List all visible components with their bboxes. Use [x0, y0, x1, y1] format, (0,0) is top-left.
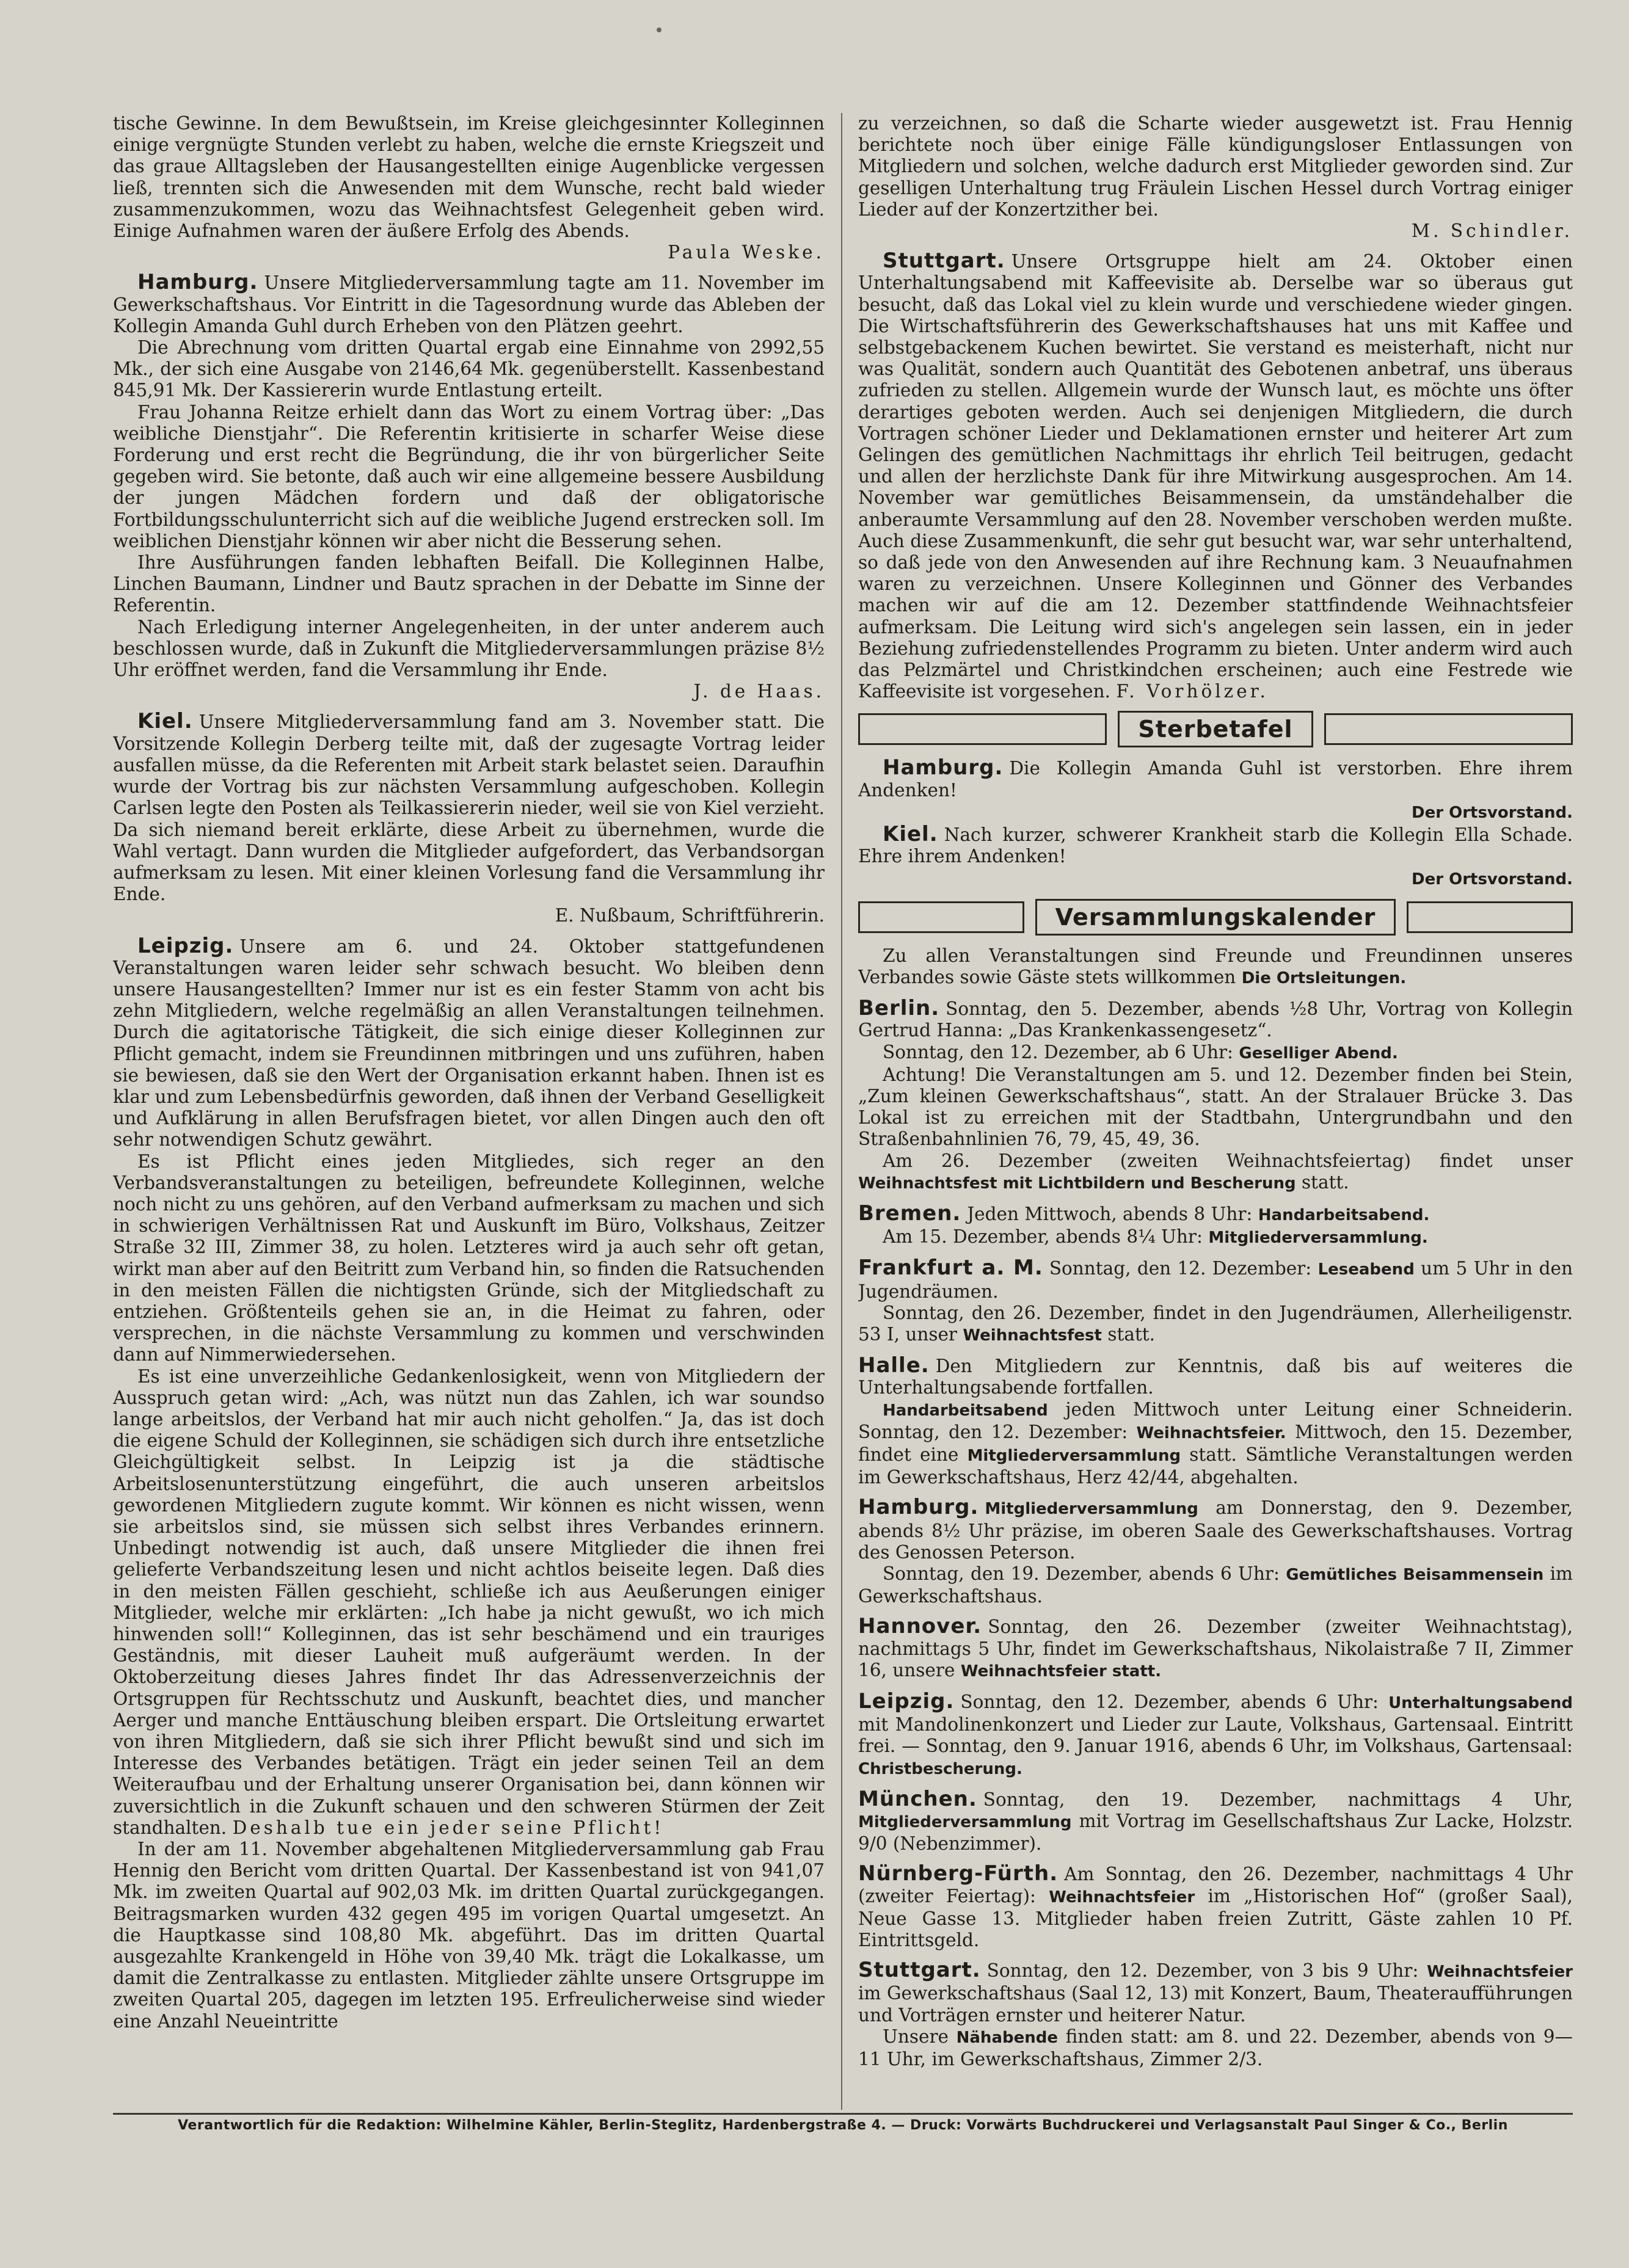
event-name: Geselliger Abend.: [1239, 1044, 1398, 1063]
calendar-entry: um 5 Uhr in den Jugendräumen.: [858, 1258, 1573, 1302]
event-name: Christbescherung.: [858, 1759, 1022, 1778]
section-title: Versammlungskalender: [1035, 899, 1396, 936]
calendar-intro: Zu allen Veranstaltungen sind Freunde und Freundinnen unseres Verbandes sowie Gäste stets willkommen: [858, 945, 1573, 987]
signature: F. Vorhölzer.: [1116, 681, 1269, 702]
paragraph: Unsere Mitgliederversammlung tagte am 11. November im Gewerkschaftshaus. Vor Eintritt in die Tagesordnung wurde das Ableben der Kollegin Amanda Guhl durch Erheben von den Plätzen geehrt.: [113, 272, 825, 336]
section-leipzig: [113, 933, 825, 2032]
city-heading: Halle.: [858, 1353, 930, 1378]
paragraph: Unsere Mitgliederversammlung fand am 3. November statt. Die Vorsitzende Kollegin Derberg teilte mit, daß der zugesagte Vortrag leider ausfallen müsse, da die Referenten mit Arbeit stark belastet seien. Daraufhin wurde der Vortrag bis zur nächsten Versammlung aufgeschoben. Kollegin Carlsen legte den Posten als Teilkassiererin nieder, weil sie von Kiel verzieht. Da sich niemand bereit erklärte, diese Arbeit zu übernehmen, wurde die Wahl vertagt. Dann wurden die Mitglieder aufgefordert, das Verbandsorgan aufmerksam zu lesen. Mit einer kleinen Vorlesung fand die Versammlung ihr Ende.: [113, 711, 825, 905]
event-name: Weihnachtsfeier: [1049, 1888, 1195, 1906]
paragraph: Ihre Ausführungen fanden lebhaften Beifall. Die Kolleginnen Halbe, Linchen Baumann, Lindner und Bautz sprachen in der Debatte im Sinne der Referentin.: [113, 552, 825, 616]
city-heading: Frankfurt a. M.: [858, 1256, 1043, 1281]
signature: E. Nußbaum, Schriftführerin.: [555, 905, 825, 926]
city-heading: Leipzig.: [137, 933, 234, 958]
calendar-entry: Achtung! Die Veranstaltungen am 5. und 12. Dezember finden bei Stein, „Zum kleinen Gewerkschaftshaus“, statt. An der Stralauer Brücke 3. Das Lokal ist zu erreichen mit der Stadtbahn, Untergrundbahn und den Straßenbahnlinien 76, 79, 45, 49, 36.: [858, 1064, 1573, 1150]
obituary-signature: Der Ortsvorstand.: [1412, 870, 1573, 889]
page-speck: [657, 27, 661, 32]
city-heading: München.: [858, 1786, 977, 1811]
calendar-entry: Unsere: [883, 2026, 949, 2047]
calendar-entry: mit Vortrag im Gesellschaftshaus Zur Lacke, Holzstr. 9/0 (Nebenzimmer).: [858, 1811, 1573, 1855]
event-name: Gemütliches Beisammensein: [1286, 1565, 1544, 1584]
header-bar-left: [858, 901, 1024, 933]
city-heading: Stuttgart.: [858, 1958, 981, 1983]
event-name: Weihnachtsfeier.: [1136, 1423, 1286, 1442]
city-heading: Kiel.: [883, 822, 938, 847]
calendar-entry: Sonntag, den 19. Dezember, nachmittags 4 Uhr,: [983, 1789, 1573, 1810]
left-column: [113, 113, 825, 2110]
calendar-entry: finden statt: am 8. und 22. Dezember, abends von 9—11 Uhr, im Gewerkschaftshaus, Zimmer 2/3.: [858, 2026, 1573, 2070]
calendar-entry: Sonntag, den 26. Dezember (zweiter Weihnachtstag), nachmittags 5 Uhr, findet im Gewerkschaftshaus, Nikolaistraße 7 II, Zimmer 16, unsere: [858, 1616, 1573, 1681]
calendar-entry: mit Mandolinenkonzert und Lieder zur Laute, Volkshaus, Gartensaal. Eintritt frei. — Sonntag, den 9. Januar 1916, abends 6 Uhr, im Volkshaus, Gartensaal:: [858, 1714, 1573, 1757]
city-heading: Bremen.: [858, 1201, 961, 1226]
header-bar-right: [1324, 713, 1573, 745]
calendar-entry: Sonntag, den 12. Dezember, abends 6 Uhr:: [960, 1692, 1379, 1712]
right-column: [858, 113, 1573, 2110]
event-name: Mitgliederversammlung: [858, 1813, 1072, 1832]
signature: J. de Haas.: [693, 681, 825, 702]
paragraph: Es ist eine unverzeihliche Gedankenlosigkeit, wenn von Mitgliedern der Ausspruch getan wird: „Ach, was nützt nun das Zahlen, ich war soundso lange arbeitslos, der Verband hat mir auch nicht geholfen.“ Ja, das ist doch die eigene Schuld der Kolleginnen, sie schädigen sich durch ihre entsetzliche Gleichgültigkeit selbst. In Leipzig ist ja die städtische Arbeitslosenunterstützung eingeführt, die auch unseren arbeitslos gewordenen Mitgliedern zugute kommt. Wir können es nicht wissen, wenn sie arbeitslos sind, sie müssen sich selbst ihres Verbandes erinnern. Unbedingt notwendig ist auch, daß unsere Mitglieder die ihnen frei gelieferte Verbandszeitung lesen und nicht achtlos beiseite legen. Daß dies in den meisten Fällen geschieht, schließe ich aus Aeußerungen einiger Mitglieder, welche mir erklärten: „Ich habe ja nicht gewußt, wo ich mich hinwenden soll!“ Kolleginnen, das ist sehr beschämend und ein trauriges Geständnis, mit dieser Lauheit muß aufgeräumt werden. In der Oktoberzeitung dieses Jahres findet Ihr das Adressenverzeichnis der Ortsgruppen für Rechtsschutz und Auskunft, beachtet dies, und mancher Aerger und manche Enttäuschung bleiben erspart. Die Ortsleitung erwartet von ihren Mitgliedern, daß sie sich ihrer Pflicht bewußt sind und sich im Interesse des Verbandes betätigen. Trägt ein jeder seinen Teil an dem Weiteraufbau und der Erhaltung unserer Organisation bei, dann können wir zuversichtlich in die Zukunft schauen und den schweren Stürmen der Zeit standhalten.: [113, 1365, 825, 1838]
calendar-entry: im Gewerkschaftshaus (Saal 12, 13) mit Konzert, Baum, Theateraufführungen und Vorträgen ernster und heiterer Natur.: [858, 1983, 1573, 2026]
obituary-signature: Der Ortsvorstand.: [1412, 803, 1573, 822]
section-title: Sterbetafel: [1118, 711, 1313, 747]
calendar-entry: jeden Mittwoch unter Leitung einer Schneiderin. Sonntag, den 12. Dezember:: [858, 1398, 1573, 1442]
obituary-text: Die Kollegin Amanda Guhl ist verstorben. Ehre ihrem Andenken!: [858, 758, 1573, 801]
sterbetafel-header: [858, 711, 1573, 747]
header-bar-right: [1407, 901, 1573, 933]
calendar-intro-signature: Die Ortsleitungen.: [1241, 969, 1407, 987]
calendar-entry: am Donnerstag, den 9. Dezember, abends 8½ Uhr präzise, im oberen Saale des Gewerkschaftshauses. Vortrag des Genossen Peterson.: [858, 1497, 1573, 1563]
city-heading: Leipzig.: [858, 1689, 955, 1714]
event-name: Mitgliederversammlung: [985, 1500, 1198, 1519]
city-heading: Hamburg.: [858, 1495, 979, 1520]
city-heading: Nürnberg-Fürth.: [858, 1861, 1059, 1886]
imprint-footer: Verantwortlich für die Redaktion: Wilhelmine Kähler, Berlin-Steglitz, Hardenbergstraße 4. — Druck: Vorwärts Buchdruckerei und Verlagsanstalt Paul Singer & Co., Berlin: [178, 2118, 1508, 2133]
paragraph: Unsere am 6. und 24. Oktober stattgefundenen Veranstaltungen waren leider sehr schwach besucht. Wo bleiben denn unsere Hausangestellten? Immer nur ist es ein fester Stamm von acht bis zehn Mitgliedern, welche regelmäßig an allen Veranstaltungen teilnehmen. Durch die agitatorische Tätigkeit, die sich einige dieser Kolleginnen zur Pflicht gemacht, indem sie Freundinnen mitbringen und uns zuführen, haben sie bewiesen, daß sie den Wert der Organisation erkannt haben. Ihnen ist es klar und zum Lebensbedürfnis geworden, daß ihnen der Verband Geselligkeit und Aufklärung in allen Berufsfragen bietet, vor allen Dingen auch den oft sehr notwendigen Schutz gewährt.: [113, 936, 825, 1150]
calendar-entry: Sonntag, den 26. Dezember, findet in den Jugendräumen, Allerheiligenstr. 53 I, unser: [858, 1302, 1573, 1345]
calendar-entry: im „Historischen Hof“ (großer Saal), Neue Gasse 13. Mitglieder haben freien Zutritt, Gäste zahlen 10 Pf. Eintrittsgeld.: [858, 1885, 1573, 1951]
paragraph: Es ist Pflicht eines jeden Mitgliedes, sich reger an den Verbandsveranstaltungen zu beteiligen, befreundete Kolleginnen, welche noch nicht zu uns gehören, auf den Verband aufmerksam zu machen und sich in schwierigen Verhältnissen Rat und Auskunft im Büro, Volkshaus, Zeitzer Straße 32 III, Zimmer 38, zu holen. Letzteres wird ja auch sehr oft getan, wirkt man aber auf den Beitritt zum Verband hin, so finden die Ratsuchenden in den meisten Fällen die nichtigsten Gründe, sich der Mitgliedschaft zu entziehen. Größtenteils gehen sie an, in die Heimat zu fahren, oder versprechen, in die nächste Versammlung zu kommen und verschwinden dann auf Nimmerwiedersehen.: [113, 1150, 825, 1365]
event-name: Mitgliederversammlung: [967, 1446, 1181, 1465]
emphasis: Deshalb tue ein jeder seine Pflicht!: [232, 1817, 665, 1838]
event-name: Nähabende: [956, 2028, 1058, 2047]
city-heading: Berlin.: [858, 996, 940, 1021]
paragraph: zu verzeichnen, so daß die Scharte wieder ausgewetzt ist. Frau Hennig berichtete noch über einige Fälle kündigungsloser Entlassungen von Mitgliedern und solchen, welche dadurch erst Mitglieder geworden sind. Zur geselligen Unterhaltung trug Fräulein Lischen Hessel durch Vortrag einiger Lieder auf der Konzertzither bei.: [858, 113, 1573, 220]
city-heading: Stuttgart.: [883, 249, 1005, 274]
event-name: Weihnachtsfeier: [1426, 1963, 1573, 1982]
paragraph: Die Abrechnung vom dritten Quartal ergab eine Einnahme von 2992,55 Mk., der sich eine Ausgabe von 2146,64 Mk. gegenüberstellt. Kassenbestand 845,91 Mk. Der Kassiererin wurde Entlastung erteilt.: [113, 337, 825, 401]
calendar-entry: Am Sonntag, den 26. Dezember, nachmittags 4 Uhr (zweiter Feiertag):: [858, 1864, 1573, 1906]
section-stuttgart: [858, 250, 1573, 702]
city-heading: Hannover.: [858, 1614, 982, 1639]
paragraph: Unsere Ortsgruppe hielt am 24. Oktober einen Unterhaltungsabend mit Kaffeevisite ab. Derselbe war so überaus gut besucht, daß das Lokal viel zu klein wurde und verschiedene wieder gingen. Die Wirtschaftsführerin des Gewerkschaftshauses hat uns mit Kaffee und selbstgebackenem Kuchen bewirtet. Sie verstand es meisterhaft, nicht nur was Qualität, sondern auch Quantität des Gebotenen anbetraf, uns überaus zufrieden zu stellen. Allgemein wurde der Wunsch laut, es möchte uns öfter derartiges geboten werden. Auch sei denjenigen Mitgliedern, die durch Vortragen schöner Lieder und Deklamationen ernster und heiterer Art zum Gelingen des gemütlichen Nachmittags ihr ehrlich Teil beitrugen, gedacht und allen der herzlichste Dank für ihre Mitwirkung ausgesprochen. Am 14. November war gemütliches Beisammensein, da umständehalber die anberaumte Versammlung auf den 28. November verschoben werden mußte. Auch diese Zusammenkunft, die sehr gut besucht war, war sehr unterhaltend, so daß jede von den Anwesenden auf ihre Rechnung kam. 3 Neuaufnahmen waren zu verzeichnen. Unsere Kolleginnen und Gönner des Verbandes machen wir auf die am 12. Dezember stattfindende Weihnachtsfeier aufmerksam. Die Leitung wird sich's angelegen sein lassen, ein in jeder Beziehung zufriedenstellendes Programm zu bieten. Unter anderm wird auch das Pelzmärtel und Christkindchen erscheinen; auch eine Festrede wie Kaffeevisite ist vorgesehen.: [858, 251, 1573, 702]
column-divider: [841, 113, 842, 2110]
event-name: Weihnachtsfeier statt.: [960, 1662, 1162, 1681]
section-hamburg: [113, 272, 825, 702]
calendar-entry: im Gewerkschaftshaus.: [858, 1563, 1573, 1607]
event-name: Leseabend: [1317, 1260, 1415, 1279]
footer-rule: [113, 2113, 1573, 2115]
paragraph: tische Gewinne. In dem Bewußtsein, im Kreise gleichgesinnter Kolleginnen einige vergnügte Stunden verlebt zu haben, welche die ernste Kriegszeit und das graue Alltagsleben der Hausangestellten einige Augenblicke vergessen ließ, trennten sich die Anwesenden mit dem Wunsche, recht bald wieder zusammenzukommen, wozu das Weihnachtsfest Gelegenheit geben wird. Einige Aufnahmen waren der äußere Erfolg des Abends.: [113, 113, 825, 242]
signature: M. Schindler.: [1411, 220, 1573, 242]
calendar-entry: Sonntag, den 5. Dezember, abends ½8 Uhr, Vortrag von Kollegin Gertrud Hanna: „Das Krankenkassengesetz“.: [858, 998, 1573, 1041]
calendar-entry: Am 15. Dezember, abends 8¼ Uhr:: [883, 1226, 1203, 1248]
section-kiel: [113, 711, 825, 926]
calendar-entry: statt.: [1301, 1171, 1349, 1193]
calendar-entry: Jeden Mittwoch, abends 8 Uhr:: [967, 1203, 1253, 1224]
signature: Paula Weske.: [668, 242, 825, 263]
calendar-entry: Sonntag, den 12. Dezember:: [1049, 1258, 1312, 1279]
kalender-header: [858, 899, 1573, 936]
calendar-entry: Sonntag, den 12. Dezember, von 3 bis 9 Uhr:: [986, 1960, 1419, 1982]
event-name: Weihnachtsfest: [963, 1326, 1102, 1345]
calendar-entry: Sonntag, den 19. Dezember, abends 6 Uhr:: [883, 1563, 1280, 1584]
header-bar-left: [858, 713, 1107, 745]
calendar-entry: statt.: [1107, 1323, 1156, 1345]
city-heading: Hamburg.: [137, 270, 258, 295]
obituary-text: Nach kurzer, schwerer Krankheit starb die Kollegin Ella Schade. Ehre ihrem Andenken!: [858, 824, 1573, 867]
event-name: Handarbeitsabend: [883, 1401, 1048, 1420]
event-name: Handarbeitsabend.: [1258, 1205, 1430, 1224]
event-name: Mitgliederversammlung.: [1208, 1229, 1428, 1248]
event-name: Weihnachtsfest mit Lichtbildern und Bescherung: [858, 1174, 1296, 1193]
event-name: Unterhaltungsabend: [1388, 1694, 1573, 1712]
calendar-entry: statt. Sämtliche Veranstaltungen werden im Gewerkschaftshaus, Herz 42/44, abgehalten.: [858, 1444, 1573, 1488]
calendar-entry: Am 26. Dezember (zweiten Weihnachtsfeiertag) findet unser: [883, 1150, 1573, 1171]
calendar-entry: Sonntag, den 12. Dezember, ab 6 Uhr:: [883, 1041, 1233, 1063]
city-heading: Kiel.: [137, 709, 193, 734]
paragraph: Nach Erledigung interner Angelegenheiten, in der unter anderem auch beschlossen wurde, daß in Zukunft die Mitgliederversammlungen präzise 8½ Uhr eröffnet werden, fand die Versammlung ihr Ende.: [113, 616, 825, 681]
calendar-entry: Den Mitgliedern zur Kenntnis, daß bis auf weiteres die Unterhaltungsabende fortfallen.: [858, 1356, 1573, 1398]
paragraph: In der am 11. November abgehaltenen Mitgliederversammlung gab Frau Hennig den Bericht vom dritten Quartal. Der Kassenbestand ist von 941,07 Mk. im zweiten Quartal auf 902,03 Mk. im dritten Quartal zurückgegangen. Beitragsmarken wurden 432 gegen 495 im vorigen Quartal umgesetzt. An die Hauptkasse sind 108,80 Mk. abgeführt. Das im dritten Quartal ausgezahlte Krankengeld in Höhe von 39,40 Mk. trägt die Lokalkasse, um damit die Zentralkasse zu entlasten. Mitglieder zählte unsere Ortsgruppe im zweiten Quartal 205, dagegen im letzten 195. Erfreulicherweise sind wieder eine Anzahl Neueintritte: [113, 1839, 825, 2032]
city-heading: Hamburg.: [883, 755, 1004, 780]
calendar-entry: Mittwoch, den 15. Dezember, findet eine: [858, 1421, 1573, 1465]
paragraph: Frau Johanna Reitze erhielt dann das Wort zu einem Vortrag über: „Das weibliche Dienstjahr“. Die Referentin kritisierte in scharfer Weise diese Forderung und erst recht die Begründung, die ihr von bürgerlicher Seite gegeben wird. Sie betonte, daß auch wir eine allgemeine bessere Ausbildung der jungen Mädchen fordern und daß der obligatorische Fortbildungsschulunterricht sich auf die weibliche Jugend erstrecken soll. Im weiblichen Dienstjahr können wir aber nicht die Besserung sehen.: [113, 401, 825, 551]
